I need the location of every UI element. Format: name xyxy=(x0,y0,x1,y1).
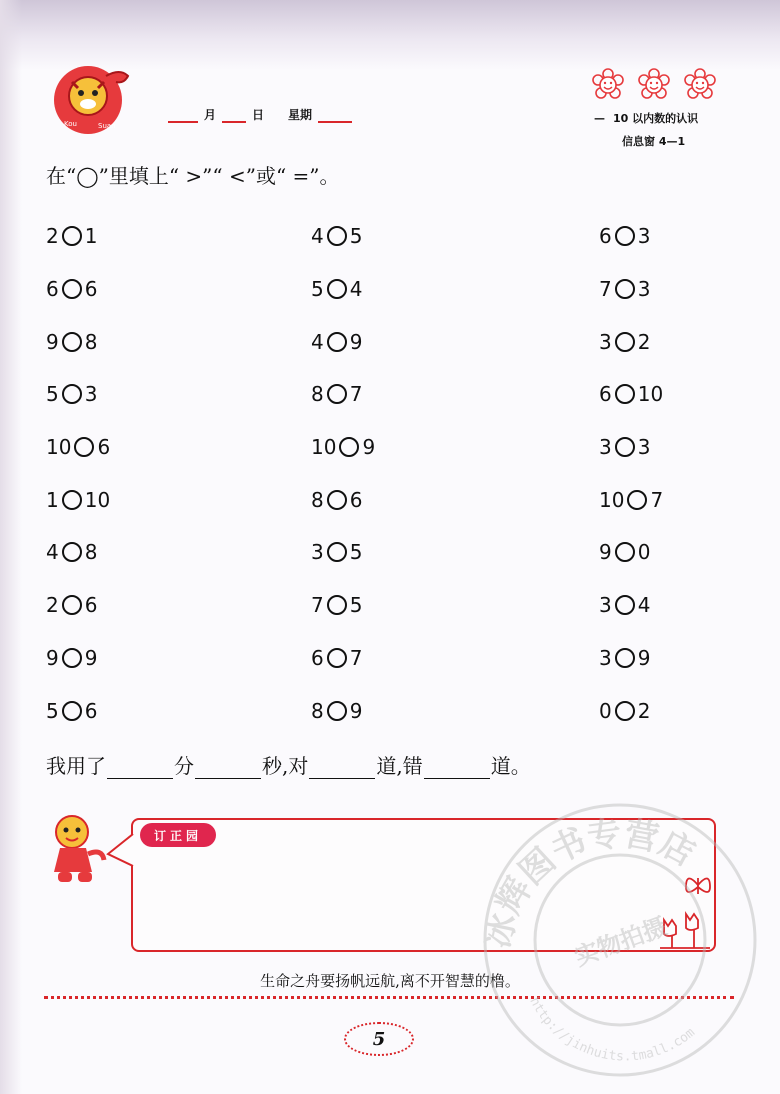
comparison-problem xyxy=(311,632,375,685)
answer-circle[interactable] xyxy=(615,437,635,457)
right-number: 5 xyxy=(349,593,363,618)
svg-text:Suan: Suan xyxy=(98,122,116,130)
left-number: 4 xyxy=(311,329,324,354)
problem-column-1 xyxy=(46,210,110,737)
month-label: 月 xyxy=(204,108,217,122)
comparison-problem xyxy=(311,421,375,474)
right-number: 3 xyxy=(84,382,98,407)
answer-circle[interactable] xyxy=(615,332,635,352)
svg-text:实物拍摄: 实物拍摄 xyxy=(570,912,671,972)
left-number: 0 xyxy=(599,698,612,723)
answer-circle[interactable] xyxy=(74,437,94,457)
comparison-problem xyxy=(311,526,375,579)
answer-circle[interactable] xyxy=(62,701,82,721)
correction-label: 订正园 xyxy=(140,823,216,847)
left-number: 6 xyxy=(599,382,612,407)
right-number: 7 xyxy=(349,382,363,407)
right-number: 3 xyxy=(637,435,651,460)
comparison-problem xyxy=(311,368,375,421)
left-number: 8 xyxy=(311,487,324,512)
left-number: 9 xyxy=(46,645,59,670)
page-left-shadow xyxy=(0,0,22,1094)
answer-circle[interactable] xyxy=(62,648,82,668)
left-number: 3 xyxy=(599,593,612,618)
answer-circle[interactable] xyxy=(62,332,82,352)
right-number: 7 xyxy=(349,645,363,670)
answer-circle[interactable] xyxy=(615,701,635,721)
right-number: 6 xyxy=(84,698,98,723)
left-number: 9 xyxy=(599,540,612,565)
svg-text:http://jinhuits.tmall.com: http://jinhuits.tmall.com xyxy=(526,994,698,1065)
comparison-problem xyxy=(46,526,110,579)
day-blank xyxy=(222,109,246,123)
page-number: 5 xyxy=(344,1022,414,1056)
right-number: 9 xyxy=(362,435,376,460)
right-number: 3 xyxy=(637,224,651,249)
tiger-logo-icon xyxy=(50,62,132,136)
right-number: 6 xyxy=(97,435,111,460)
right-number: 6 xyxy=(84,593,98,618)
comparison-problem xyxy=(46,263,110,316)
left-number: 5 xyxy=(311,277,324,302)
right-number: 9 xyxy=(349,698,363,723)
answer-circle[interactable] xyxy=(62,279,82,299)
weekday-label: 星期 xyxy=(288,108,313,122)
comparison-problem xyxy=(311,684,375,737)
right-number: 9 xyxy=(637,645,651,670)
comparison-problem xyxy=(599,263,663,316)
problem-column-3 xyxy=(599,210,663,737)
right-number: 5 xyxy=(349,224,363,249)
left-number: 8 xyxy=(311,382,324,407)
speech-bubble-tail xyxy=(106,832,136,872)
left-number: 5 xyxy=(46,698,59,723)
answer-circle[interactable] xyxy=(327,595,347,615)
left-number: 3 xyxy=(599,329,612,354)
subsection-label: 信息窗 4—1 xyxy=(622,135,686,148)
weekday-blank xyxy=(318,109,352,123)
correct-count-blank[interactable] xyxy=(309,760,375,779)
right-number: 1 xyxy=(84,224,98,249)
answer-circle[interactable] xyxy=(327,226,347,246)
answer-circle[interactable] xyxy=(615,648,635,668)
comparison-problem xyxy=(311,473,375,526)
answer-circle[interactable] xyxy=(327,332,347,352)
comparison-problem xyxy=(599,579,663,632)
left-number: 6 xyxy=(599,224,612,249)
answer-circle[interactable] xyxy=(62,595,82,615)
minutes-blank[interactable] xyxy=(107,760,173,779)
right-number: 9 xyxy=(84,645,98,670)
left-number: 3 xyxy=(311,540,324,565)
comparison-problem xyxy=(311,210,375,263)
answer-circle[interactable] xyxy=(615,279,635,299)
left-number: 2 xyxy=(46,224,59,249)
page-top-shadow xyxy=(0,0,780,70)
right-number: 0 xyxy=(637,540,651,565)
answer-circle[interactable] xyxy=(327,648,347,668)
date-line xyxy=(168,106,352,123)
comparison-problem xyxy=(46,315,110,368)
left-number: 2 xyxy=(46,593,59,618)
problem-column-2 xyxy=(311,210,375,737)
comparison-problem xyxy=(599,632,663,685)
comparison-problem xyxy=(599,526,663,579)
left-number: 10 xyxy=(311,435,337,460)
answer-circle[interactable] xyxy=(327,490,347,510)
comparison-problem xyxy=(599,368,663,421)
comparison-problem xyxy=(599,684,663,737)
seconds-blank[interactable] xyxy=(195,760,261,779)
right-number: 4 xyxy=(637,593,651,618)
instruction-text: 在“◯”里填上“ >”“ <”或“ =”。 xyxy=(46,164,340,188)
wrong-count-blank[interactable] xyxy=(424,760,490,779)
answer-circle[interactable] xyxy=(62,384,82,404)
answer-circle[interactable] xyxy=(339,437,359,457)
right-number: 5 xyxy=(349,540,363,565)
svg-text:Kou: Kou xyxy=(64,120,77,128)
svg-text:冰辉图书专营店: 冰辉图书专营店 xyxy=(478,813,702,952)
comparison-problem xyxy=(46,210,110,263)
answer-circle[interactable] xyxy=(615,384,635,404)
comparison-problem xyxy=(46,421,110,474)
month-blank xyxy=(168,109,198,123)
smiley-flower-icon xyxy=(637,68,671,102)
comparison-problem xyxy=(46,684,110,737)
left-number: 7 xyxy=(599,277,612,302)
right-number: 6 xyxy=(349,487,363,512)
left-number: 10 xyxy=(46,435,72,460)
left-number: 5 xyxy=(46,382,59,407)
answer-circle[interactable] xyxy=(615,542,635,562)
day-label: 日 xyxy=(252,108,265,122)
answer-circle[interactable] xyxy=(615,595,635,615)
left-number: 3 xyxy=(599,435,612,460)
left-number: 3 xyxy=(599,645,612,670)
comparison-problem xyxy=(46,632,110,685)
chapter-title: — 10 以内数的认识 xyxy=(594,112,699,125)
left-number: 4 xyxy=(311,224,324,249)
left-number: 10 xyxy=(599,487,625,512)
comparison-problem xyxy=(46,579,110,632)
left-number: 6 xyxy=(311,645,324,670)
right-number: 3 xyxy=(637,277,651,302)
comparison-problem xyxy=(46,473,110,526)
comparison-problem xyxy=(311,263,375,316)
shop-watermark-stamp xyxy=(470,790,760,1080)
answer-circle[interactable] xyxy=(627,490,647,510)
right-number: 6 xyxy=(84,277,98,302)
right-number: 2 xyxy=(637,329,651,354)
right-number: 10 xyxy=(637,382,664,407)
left-number: 4 xyxy=(46,540,59,565)
comparison-problem xyxy=(599,473,663,526)
answer-circle[interactable] xyxy=(327,279,347,299)
answer-circle[interactable] xyxy=(615,226,635,246)
right-number: 7 xyxy=(650,487,664,512)
left-number: 9 xyxy=(46,329,59,354)
smiley-flower-icon xyxy=(683,68,717,102)
right-number: 8 xyxy=(84,540,98,565)
right-number: 2 xyxy=(637,698,651,723)
answer-circle[interactable] xyxy=(62,490,82,510)
left-number: 1 xyxy=(46,487,59,512)
comparison-problem xyxy=(311,315,375,368)
right-number: 4 xyxy=(349,277,363,302)
answer-circle[interactable] xyxy=(327,542,347,562)
answer-circle[interactable] xyxy=(62,226,82,246)
left-number: 7 xyxy=(311,593,324,618)
right-number: 9 xyxy=(349,329,363,354)
comparison-problem xyxy=(46,368,110,421)
comparison-problem xyxy=(599,210,663,263)
timing-line: 我用了 分 秒,对 道,错 道。 xyxy=(46,754,531,778)
right-number: 10 xyxy=(84,487,111,512)
comparison-problem xyxy=(599,315,663,368)
answer-circle[interactable] xyxy=(327,701,347,721)
tiger-mascot-icon xyxy=(42,810,110,890)
left-number: 8 xyxy=(311,698,324,723)
smiley-flower-row xyxy=(591,68,717,102)
left-number: 6 xyxy=(46,277,59,302)
answer-circle[interactable] xyxy=(327,384,347,404)
comparison-problem xyxy=(599,421,663,474)
smiley-flower-icon xyxy=(591,68,625,102)
motto-text: 生命之舟要扬帆远航,离不开智慧的橹。 xyxy=(260,972,520,990)
comparison-problem xyxy=(311,579,375,632)
answer-circle[interactable] xyxy=(62,542,82,562)
right-number: 8 xyxy=(84,329,98,354)
